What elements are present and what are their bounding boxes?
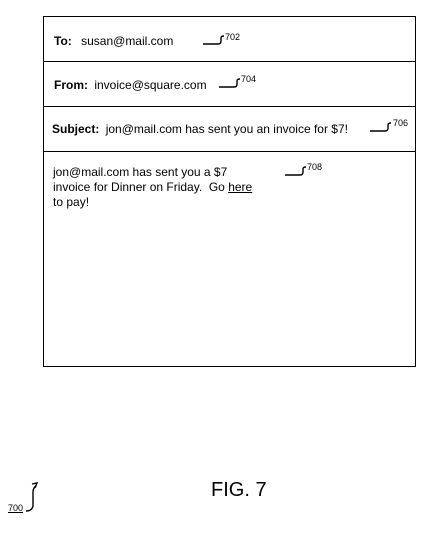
- email-body-text: [53, 165, 283, 210]
- from-ref-number: 704: [241, 74, 257, 84]
- to-value: susan@mail.com: [81, 34, 174, 48]
- body-leader-line: [284, 166, 308, 178]
- body-ref-number: 708: [307, 162, 323, 172]
- subject-label: Subject:: [52, 122, 100, 136]
- to-field: [54, 34, 173, 48]
- body-line-1: jon@mail.com has sent you a $7: [53, 165, 228, 179]
- subject-value: jon@mail.com has sent you an invoice for $7!: [105, 122, 348, 136]
- from-row: [44, 62, 415, 107]
- pay-here-link[interactable]: here: [228, 180, 253, 194]
- to-ref-number: 702: [225, 32, 241, 42]
- figure-label: FIG. 7: [211, 479, 267, 501]
- subject-field: [52, 122, 348, 136]
- figure-ref-arrow: [24, 480, 40, 514]
- from-leader-line: [218, 78, 242, 90]
- subject-row: [44, 107, 415, 152]
- subject-ref-number: 706: [393, 118, 409, 128]
- figure-ref-number: 700: [8, 503, 24, 513]
- body-line-3: to pay!: [53, 195, 90, 209]
- from-value: invoice@square.com: [94, 78, 207, 92]
- to-leader-line: [202, 35, 226, 47]
- to-row: [44, 17, 415, 62]
- from-label: From:: [54, 78, 88, 92]
- email-mockup-frame: [43, 16, 416, 367]
- from-field: [54, 78, 207, 92]
- email-body-area: [44, 152, 415, 366]
- subject-leader-line: [369, 122, 393, 134]
- to-label: To:: [54, 34, 72, 48]
- body-line-2: [53, 180, 283, 195]
- body-line-2-text: invoice for Dinner on Friday. Go: [53, 180, 229, 194]
